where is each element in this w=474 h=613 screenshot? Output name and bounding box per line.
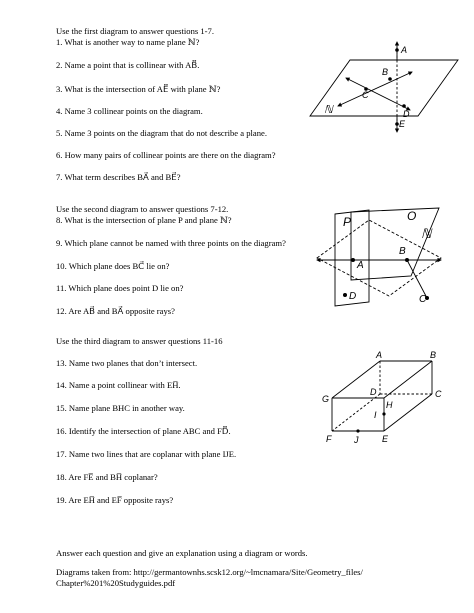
question-6: 6. How many pairs of collinear points are there on the diagram?: [56, 150, 276, 160]
label-plane-n: ℕ: [324, 104, 333, 116]
point-d: [402, 104, 406, 108]
label-a: A: [401, 45, 408, 55]
section1-intro: Use the first diagram to answer questions 1-7.: [56, 26, 214, 36]
question-19: 19. Are EH̅ and EF̅ opposite rays?: [56, 495, 174, 505]
question-13: 13. Name two planes that don’t intersect.: [56, 358, 198, 368]
question-10: 10. Which plane does BC⃗ lie on?: [56, 261, 170, 271]
question-5: 5. Name 3 points on the diagram that do not describe a plane.: [56, 128, 267, 138]
question-16: 16. Identify the intersection of plane ABC and FD⃖⃗.: [56, 426, 231, 436]
footer-source-line1: Diagrams taken from: http://germantownhs.scsk12.org/~lmcnamara/Site/Geometry_files/: [56, 567, 363, 577]
footer-instruction: Answer each question and give an explanation using a diagram or words.: [56, 548, 308, 558]
question-15: 15. Name plane BHC in another way.: [56, 403, 185, 413]
label-d3: D: [370, 387, 377, 397]
label-c2: C: [419, 294, 427, 305]
label-d2: D: [349, 291, 357, 302]
line-cd: [346, 78, 410, 110]
label-b3: B: [430, 350, 437, 360]
label-b: B: [382, 67, 389, 77]
point-a2: [351, 258, 355, 262]
label-c: C: [362, 90, 369, 100]
hidden-edge-df: [332, 394, 380, 431]
question-3: 3. What is the intersection of AE⃖⃗ with plane ℕ?: [56, 84, 221, 94]
point-b: [388, 77, 392, 81]
label-j3: J: [354, 435, 359, 445]
point-a: [395, 48, 399, 52]
label-plane-p: P: [343, 215, 352, 229]
label-a3: A: [376, 350, 383, 360]
question-7: 7. What term describes BA⃗ and BE⃗?: [56, 172, 181, 182]
label-a2: A: [357, 260, 364, 271]
diagram-1: [310, 38, 460, 138]
label-i3: I: [374, 410, 377, 420]
question-1: 1. What is another way to name plane ℕ?: [56, 37, 200, 47]
question-18: 18. Are FE̅ and BH̅ coplanar?: [56, 472, 158, 482]
question-9: 9. Which plane cannot be named with three points on the diagram?: [56, 238, 286, 248]
section3-intro: Use the third diagram to answer questions 11-16: [56, 336, 223, 346]
diagram-2: [315, 206, 445, 310]
question-17: 17. Name two lines that are coplanar with plane IJE.: [56, 449, 237, 459]
point-d2: [343, 293, 347, 297]
point-j: [356, 429, 359, 432]
line-bd: [338, 72, 412, 106]
label-h3: H: [386, 400, 393, 410]
label-plane-n2: ℕ: [421, 226, 432, 241]
line-bc: [407, 260, 427, 298]
question-4: 4. Name 3 collinear points on the diagram.: [56, 106, 203, 116]
label-d: D: [403, 109, 410, 119]
label-g3: G: [322, 394, 330, 404]
label-b2: B: [399, 246, 406, 257]
label-f3: F: [326, 434, 332, 444]
question-2: 2. Name a point that is collinear with AB⃖⃗.: [56, 60, 200, 70]
label-e3: E: [382, 434, 389, 444]
question-14: 14. Name a point collinear with EH̅.: [56, 380, 181, 390]
diagram-3: [318, 348, 444, 448]
label-plane-o: O: [407, 209, 417, 223]
question-11: 11. Which plane does point D lie on?: [56, 283, 184, 293]
plane-o: [351, 208, 439, 280]
label-c3: C: [435, 389, 442, 399]
edge-bh: [384, 361, 432, 398]
point-b2: [405, 258, 409, 262]
label-e: E: [399, 119, 406, 129]
footer-source-line2: Chapter%201%20Studyguides.pdf: [56, 578, 176, 588]
question-12: 12. Are AB⃗ and BA⃗ opposite rays?: [56, 306, 175, 316]
question-8: 8. What is the intersection of plane P and plane ℕ?: [56, 215, 232, 225]
point-i: [382, 412, 385, 415]
section2-intro: Use the second diagram to answer questions 7-12.: [56, 204, 229, 214]
